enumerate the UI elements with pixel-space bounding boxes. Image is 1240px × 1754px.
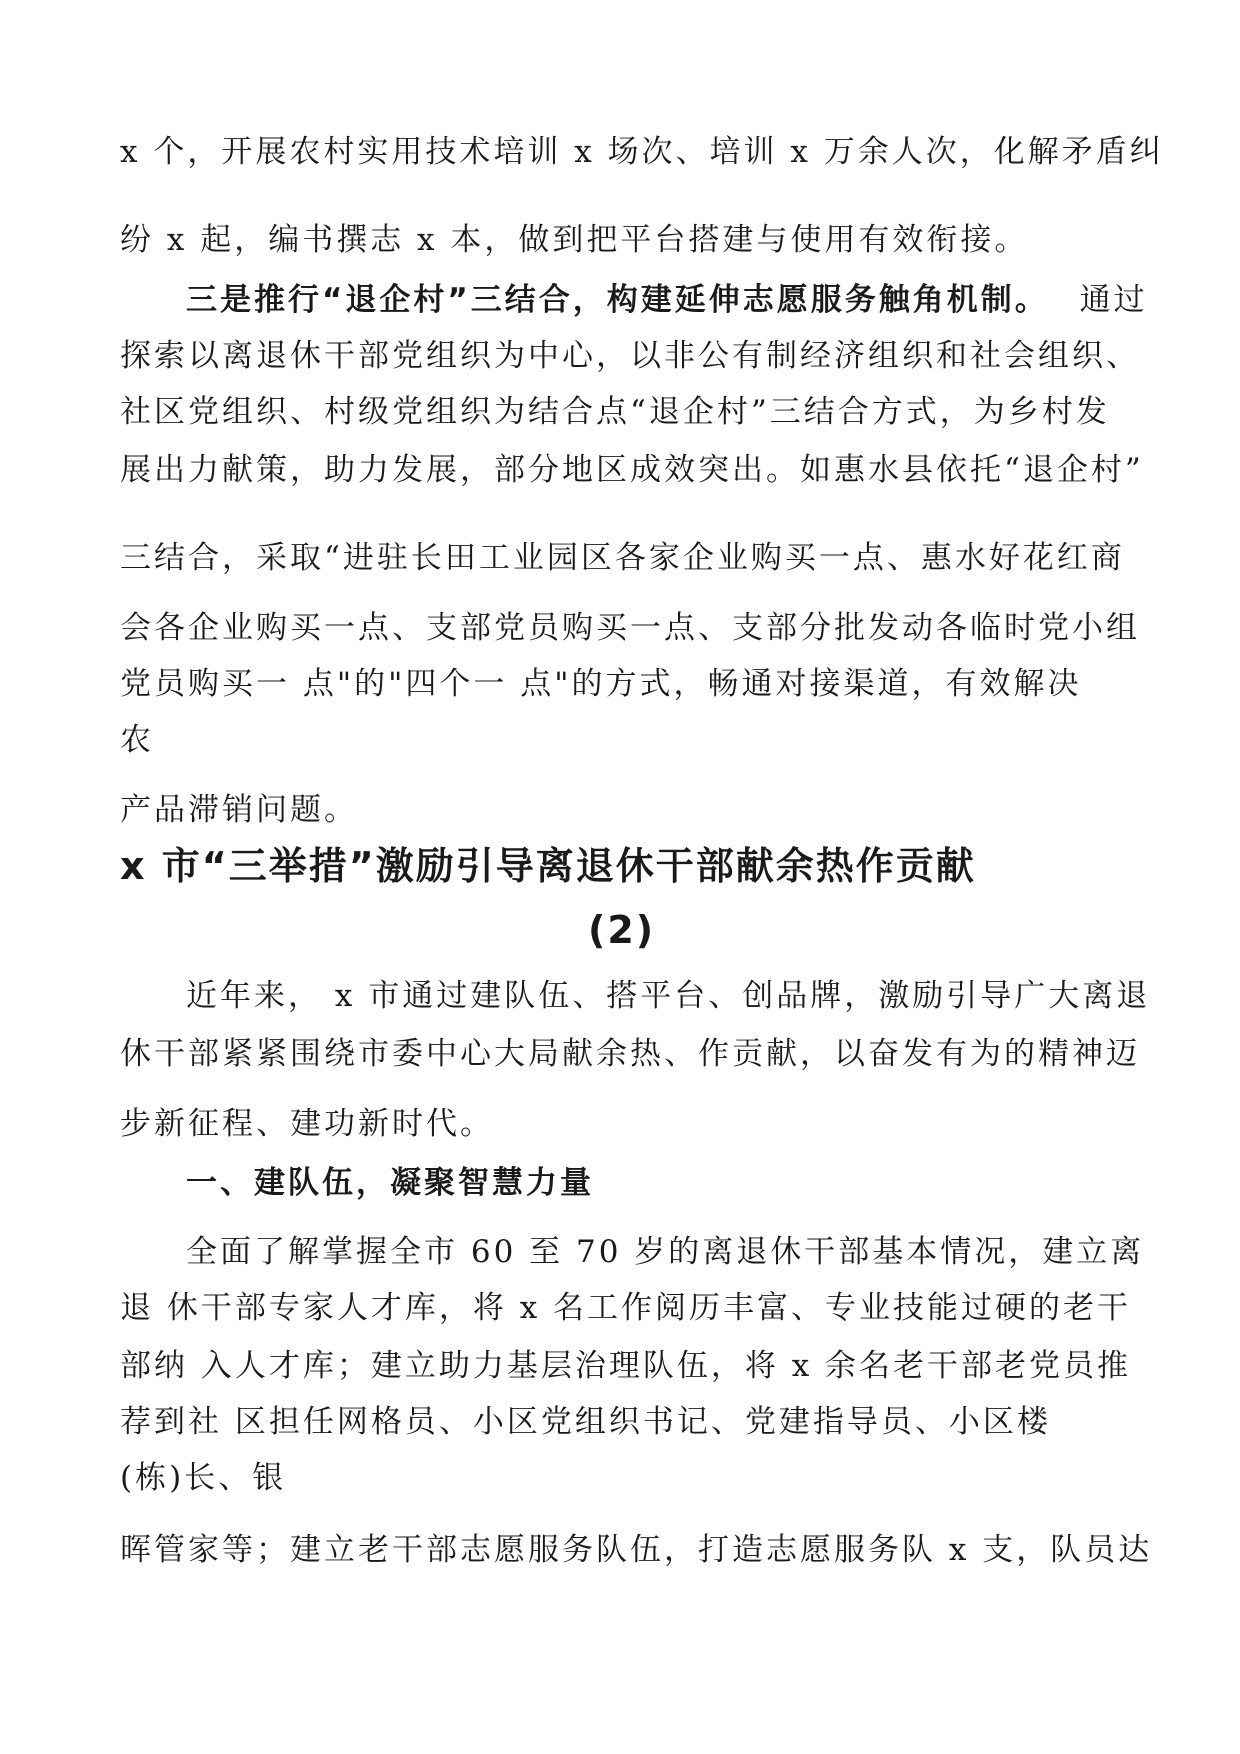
body-text-line: 荐到社 区担任网格员、小区党组织书记、党建指导员、小区楼 — [120, 1404, 1051, 1440]
body-text-line: x 个，开展农村实用技术培训 x 场次、培训 x 万余人次，化解矛盾纠 — [120, 134, 1164, 170]
article-title: x 市“三举措”激励引导离退休干部献余热作贡献 — [120, 844, 976, 888]
body-text-line: 晖管家等；建立老干部志愿服务队伍，打造志愿服务队 x 支，队员达 — [120, 1532, 1153, 1568]
body-text-line: 步新征程、建功新时代。 — [120, 1106, 494, 1142]
body-text-line: 社区党组织、村级党组织为结合点“退企村”三结合方式，为乡村发 — [120, 394, 1110, 430]
body-text-line: (栋)长、银 — [120, 1460, 287, 1496]
body-text-line: 展出力献策，助力发展，部分地区成效突出。如惠水县依托“退企村” — [120, 452, 1144, 488]
body-text-line: 党员购买一 点"的"四个一 点"的方式，畅通对接渠道，有效解决 — [120, 666, 1082, 702]
body-text-line: 会各企业购买一点、支部党员购买一点、支部分批发动各临时党小组 — [120, 610, 1140, 646]
body-text-line: 部纳 入人才库；建立助力基层治理队伍，将 x 余名老干部老党员推 — [120, 1348, 1132, 1384]
article-title-suffix: (2) — [588, 908, 656, 952]
body-text-line: 探索以离退休干部党组织为中心，以非公有制经济组织和社会组织、 — [120, 338, 1140, 374]
body-text-line: 休干部紧紧围绕市委中心大局献余热、作贡献，以奋发有为的精神迈 — [120, 1036, 1140, 1072]
body-text: 通过 — [1079, 282, 1148, 318]
body-text-line: 全面了解掌握全市 60 至 70 岁的离退休干部基本情况，建立离 — [186, 1234, 1145, 1270]
body-text-line: 农 — [120, 722, 154, 758]
body-text-line: 纷 x 起，编书撰志 x 本，做到把平台搭建与使用有效衔接。 — [120, 222, 1029, 258]
section-heading: 三是推行“退企村”三结合，构建延伸志愿服务触角机制。 — [186, 282, 1049, 318]
body-text-line: 退 休干部专家人才库，将 x 名工作阅历丰富、专业技能过硬的老干 — [120, 1290, 1132, 1326]
body-text-line: 产品滞销问题。 — [120, 792, 358, 828]
body-text-line: 三结合，采取“进驻长田工业园区各家企业购买一点、惠水好花红商 — [120, 540, 1125, 576]
body-text-line: 近年来， x 市通过建队伍、搭平台、创品牌，激励引导广大离退 — [186, 978, 1151, 1014]
section-heading-line — [186, 280, 1148, 320]
section-heading: 一、建队伍，凝聚智慧力量 — [186, 1165, 594, 1201]
